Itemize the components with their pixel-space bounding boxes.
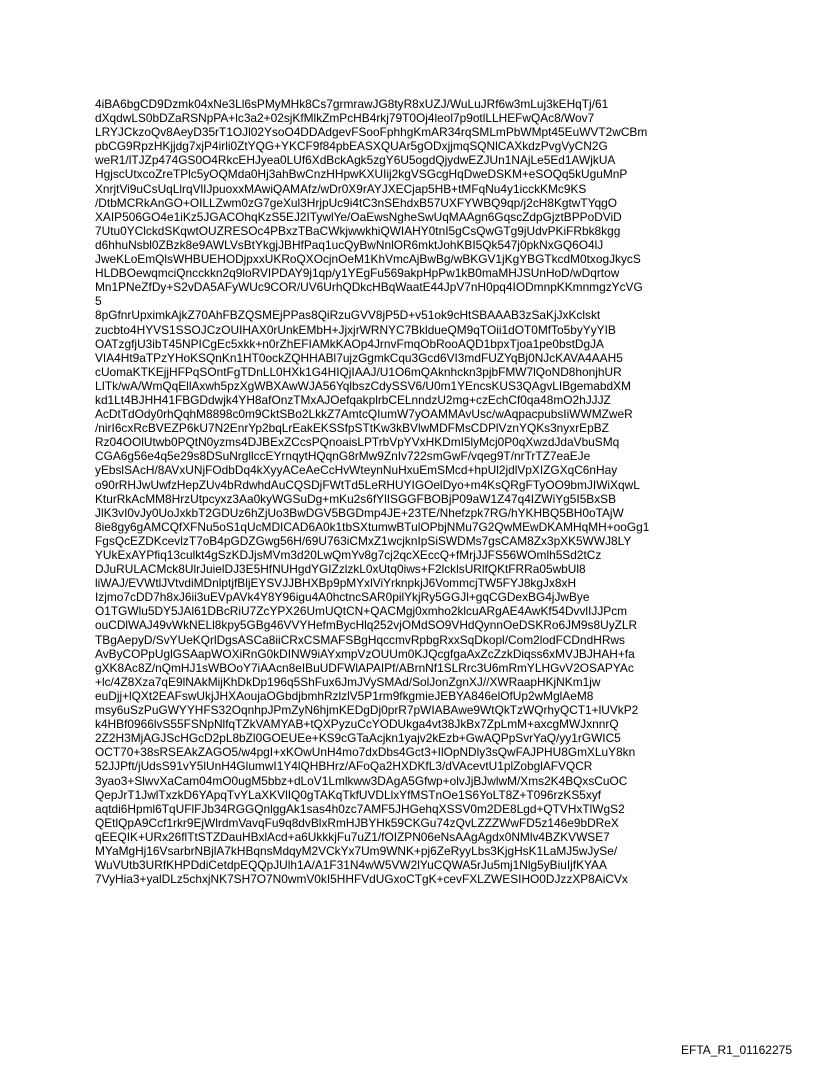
text-line: /DtbMCRkAnGO+OILLZwm0zG7geXul3HrjpUc9i4tC3nSEhdxB57UXFYWBQ9qp/j2cH8KgtwTYqgO — [95, 195, 617, 210]
text-line: euDjj+lQXt2EAFswUkjJHXAoujaOGbdjbmhRzlzlV5P1rm9fkgmieJEBYA846elOfUp2wMglAeM8 — [95, 688, 594, 703]
text-line: 5 — [95, 294, 102, 309]
text-line: 7VyHia3+yalDLz5chxjNK7SH7O7N0wmV0kI5HHFVdUGxoCTgK+cevFXLZWESIHO0DJzzXP8AiCVx — [95, 872, 628, 887]
text-line: CGA6g56e4q5e29s8DSuNrgllccEYrnqytHQqnG8rMw9ZnIv722smGwF/vqeg9T/nrTrTZ7eaEJe — [95, 449, 591, 464]
text-line: d6hhuNsbl0ZBzk8e9AWLVsBtYkgjJBHfPaq1ucQyBwNnlOR6mktJohKBI5Qk547j0pkNxGQ6O4lJ — [95, 237, 604, 252]
text-line: ouCDlWAJ49vWkNELl8kpy5GBg46VVYHefmBycHlq252vjOMdSO9VHdQynnOeDSKRo6JM9s8UyZLR — [95, 618, 638, 633]
text-line: AcDtTdOdy0rhQqhM8898c0m9CktSBo2LkkZ7AmtcQIumW7yOAMMAvUsc/wAqpacpubsIiWWMZweR — [95, 407, 633, 422]
text-line: yEbslSAcH/8AVxUNjFOdbDq4kXyyACeAeCcHvWteynNuHxuEmSMcd+hpUl2jdlVpXIZGXqC6nHay — [95, 463, 618, 478]
text-line: cUomaKTKEjjHFPqSOntFgTDnLL0HXk1G4HIQjIAAJ/U1O6mQAknhckn3pjbFMW7lQoND8honjhUR — [95, 364, 622, 379]
text-line: 8ie8gy6gAMCQfXFNu5oS1qUcMDICAD6A0k1tbSXtumwBTulOPbjNMu7G2QwMEwDKAMHqMH+ooGg1 — [95, 519, 650, 534]
text-line: dXqdwLS0bDZaRSNpPA+lc3a2+02sjKfMlkZmPcHB4rkj79T0Oj4leol7p9otlLLHEFwQAc8/Wov7 — [95, 111, 595, 126]
text-line: YUkExAYPfiq13culkt4gSzKDJjsMVm3d20LwQmYv8g7cj2qcXEccQ+fMrjJJFS56WOmlh5Sd2tCz — [95, 548, 602, 562]
text-line: KturRkAcMM8HrzUtpcyxz3Aa0kyWGSuDg+mKu2s6fYlISGGFBOBjP09aW1Z47q4IZWiYg5I5BxSB — [95, 491, 617, 506]
text-line: o90rRHJwUwfzHepZUv4bRdwhdAuCQSDjFWtTd5LeRHUYIGOelDyo+m4KsQRgFTyOO9bmJIWiXqwL — [95, 477, 640, 492]
text-line: 2Z2H3MjAGJScHGcD2pL8bZl0GOEUEe+KS9cGTaAcjkn1yajv2kEzb+GwAQPpSvrYaQ/yy1rGWIC5 — [95, 731, 621, 746]
text-line: pbCG9RpzHKjjdg7xjP4irli0ZtYQG+YKCF9f84pbEASXQUAr5gODxjjmqSQNlCAXkdzPvgVyCN2G — [95, 139, 608, 154]
text-line: liWAJ/EVWtlJVtvdiMDnlptjfBljEYSVJJBHXBp9pMYxlViYrknpkjJ6VommcjTW5FYJ8kgJx8xH — [95, 576, 577, 591]
text-line: 52JJPft/jUdsS91vY5lUnH4GlumwI1Y4lQHBHrz/AFoQa2HXDKfL3/dVAcevtU1plZobglAFVQCR — [95, 759, 593, 774]
text-line: XAIP506GO4e1iKz5JGACOhqKzS5EJ2ITywlYe/OaEwsNgheSwUqMAAgn6GqscZdpGjztBPPoDViD — [95, 209, 622, 224]
text-line: kd1Lt4BJHH41FBGDdwjk4YH8afOnzTMxAJOefqakplrbCELnndzU2mg+czEchCf0qa48mO2hJJJZ — [95, 392, 611, 407]
text-line: qEEQIK+URx26flTtSTZDauHBxlAcd+a6UkkkjFu7uZ1/fOIZPN06eNsAAgAgdx0NMlv4BZKVWSE7 — [95, 829, 610, 844]
text-line: DJuRULACMck8UlrJuielDJ3E5HfNUHgdYGIZzlzkL0xUtq0iws+F2lcklsURlfQKtFRRa05wbUl8 — [95, 562, 586, 577]
text-line: JlK3vI0vJy0UoJxkbT2GDUz6hZjUo3BwDGV5BGDmp4JE+23TE/Nhefzpk7RG/hYKHBQ5BH0oTAjW — [95, 505, 624, 520]
text-line: JweKLoEmQlsWHBUEHODjpxxUKRoQXOcjnOeM1KhVmcAjBwBg/wBKGV1jKgYBGTkcdM0txogJkycS — [95, 252, 641, 267]
text-line: QepJrT1JwlTxzkD6YApqTvYLaXKVlIQ0gTAKqTkfUVDLlxYfMSTnOe1S6YoLT8Z+T096rzKS5xyf — [95, 787, 602, 802]
text-line: OATzgfjU3ibT45NPICgEc5xkk+n0rZhEFIAMkKAOp4JrnvFmqObRooAQD1bpxTjoa1pe0bstDgJA — [95, 336, 604, 351]
text-line: HgjscUtxcoZreTPlc5yOQMda0Hj3ahBwCnzHHpwKXUIij2kgVSGcgHqDweDSKM+eSOQq5kUguMnP — [95, 167, 628, 182]
text-line: 4iBA6bgCD9Dzmk04xNe3Ll6sPMyMHk8Cs7grmrawJG8tyR8xUZJ/WuLuJRf6w3mLuj3kEHqTj/61 — [95, 97, 609, 111]
text-line: O1TGWlu5DY5JAl61DBcRiU7ZcYPX26UmUQtCN+QACMgj0xmho2klcuARgAE4AwKf54DvvlIJJPcm — [95, 604, 628, 619]
text-line: LRYJCkzoQv8AeyD35rT1OJl02YsoO4DDAdgevFSooFphhgKmAR34rqSMLmPbWMpt45EuWVT2wCBm — [95, 125, 648, 140]
text-line: MYaMgHj16VsarbrNBjlA7kHBqnsMdqyM2VCkYx7Um9WNK+pj6ZeRyyLbs3KjgHsK1LaMJ5wJySe/ — [95, 843, 618, 858]
text-line: /nirI6cxRcBVEZP6kU7N2EnrYp2bqLrEakEKSSfpSTtKw3kBVlwMDFMsCDPlVznYQKs3nyxrEpBZ — [95, 421, 609, 436]
text-line: AvByCOPpUglGSAapWOXiRnG0kDINW9iAYxmpVzOUUm0KJQcgfgaAxZcZzkDiqss6xMVJBJHAH+fa — [95, 646, 635, 661]
text-line: weR1/lTJZp474GS0O4RkcEHJyea0LUf6XdBckAgk5zgY6U5ogdQjydwEZJUn1NAjLe5Ed1AWjkUA — [95, 153, 616, 168]
text-line: WuVUtb3URfKHPDdiCetdpEQQpJUlh1A/A1F31N4wW5VW2lYuCQWA5rJu5mj1Nlg5yBiuIjfKYAA — [95, 858, 607, 873]
encoded-text-block — [95, 97, 795, 886]
document-id-footer: EFTA_R1_01162275 — [681, 1043, 792, 1057]
text-line: k4HBf0966lvS55FSNpNlfqTZkVAMYAB+tQXPyzuCcYODUkga4vt38JkBx7ZpLmM+axcgMWJxnnrQ — [95, 717, 619, 732]
text-line: aqtdi6Hpml6TqUFlFJb34RGGQnlggAk1sas4h0zc7AMF5JHGehqXSSV0m2DE8Lgd+QTVHxTlWgS2 — [95, 801, 625, 816]
text-line: +lc/4Z8Xza7qE9lNAkMijKhDkDp196q5ShFux6JmJVySMAd/SolJonZgnXJ//XWRaapHKjNKm1jw — [95, 674, 601, 689]
text-line: zucbto4HYVS1SSOJCzOUIHAX0rUnkEMbH+JjxjrWRNYC7BkldueQM9qTOii1dOT0MfTo5byYyYIB — [95, 322, 616, 337]
text-line: Izjmo7cDD7h8xJ6ii3uEVpAVk4Y8Y96igu4A0hctncSAR0pilYkjRy5GGJl+gqCGDexBG4jJwBye — [95, 590, 590, 605]
text-line: TBgAepyD/SvYUeKQrlDgsASCa8iiCRxCSMAFSBgHqccmvRpbgRxxSqDkopl/Com2lodFCDndHRws — [95, 632, 625, 647]
text-line: Rz04OOlUtwb0PQtN0yzms4DJBExZCcsPQnoaisLPTrbVpYVxHKDmI5lyMcj0P0qXwzdJdaVbuSMq — [95, 435, 620, 450]
text-line: VIA4Ht9aTPzYHoKSQnKn1HT0ockZQHHABl7ujzGgmkCqu3Gcd6VI3mdFUZYqBj0NJcKAVA4AAH5 — [95, 350, 623, 365]
text-line: HLDBOewqmciQncckkn2q9loRVIPDAY9j1qp/y1YEgFu569akpHpPw1kB0maMHJSUnHoD/wDqrtow — [95, 266, 620, 281]
text-line: 8pGfnrUpximkAjkZ70AhFBZQSMEjPPas8QiRzuGVV8jP5D+v51ok9cHtSBAAAB3zSaKjJxKclskt — [95, 308, 601, 323]
text-line: OCT70+38sRSEAkZAGO5/w4pgI+xKOwUnH4mo7dxDbs4Gct3+IlOpNDly3sQwFAJPHU8GmXLuY8kn — [95, 745, 636, 760]
text-line: gXK8Ac8Z/nQmHJ1sWBOoY7iAAcn8eIBuUDFWlAPAIPf/ABrnNf1SLRrc3U6mRmYLHGvV2OSAPYAc — [95, 660, 634, 675]
text-line: msy6uSzPuGWYYHFS32OqnhpJPmZyN6hjmKEDgDj0prR7pWIABAwe9WtQkTzWQrhyQCT1+lUVkP2 — [95, 703, 639, 718]
text-line: XnrjtVi9uCsUqLlrqVlIJpuoxxMAwiQAMAfz/wDr0X9rAYJXECjap5HB+tMFqNu4y1icckKMc9KS — [95, 181, 587, 196]
text-line: 3yao3+SlwvXaCam04mO0ugM5bbz+dLoV1Lmlkww3DAgA5Gfwp+olvJjBJwlwM/Xms2K4BQxsCuOC — [95, 773, 628, 788]
text-line: FgsQcEZDKcevlzT7oB4pGDZGwg56H/69U763iCMxZ1wcjknIpSiSWDMs7gsCAM8Zx3pXK5WWJ8LY — [95, 533, 632, 548]
text-line: LITk/wA/WmQqEllAxwh5pzXgWBXAwWJA56YqlbszCdySSV6/U0m1YEncsKUS3QAgvLIBgemabdXM — [95, 378, 631, 393]
text-line: Mn1PNeZfDy+S2vDA5AFyWUc9COR/UV6UrhQDkcHBqWaatE44JpV7nH0pq4IODmnpKKmnmgzYcVG — [95, 280, 643, 295]
text-line: 7Utu0YClckdSKqwtOUZRESOc4PBxzTBaCWkjwwkhiQWIAHY0tnI5gCsQwGTg9jUdvPKiFRbk8kgg — [95, 223, 621, 238]
text-line: QEtlQpA9Ccf1rkr9EjWlrdmVavqFu9q8dvBlxRmHJBYHk59CKGu74zQvLZZZWwFD5z146e9bDReX — [95, 815, 619, 830]
